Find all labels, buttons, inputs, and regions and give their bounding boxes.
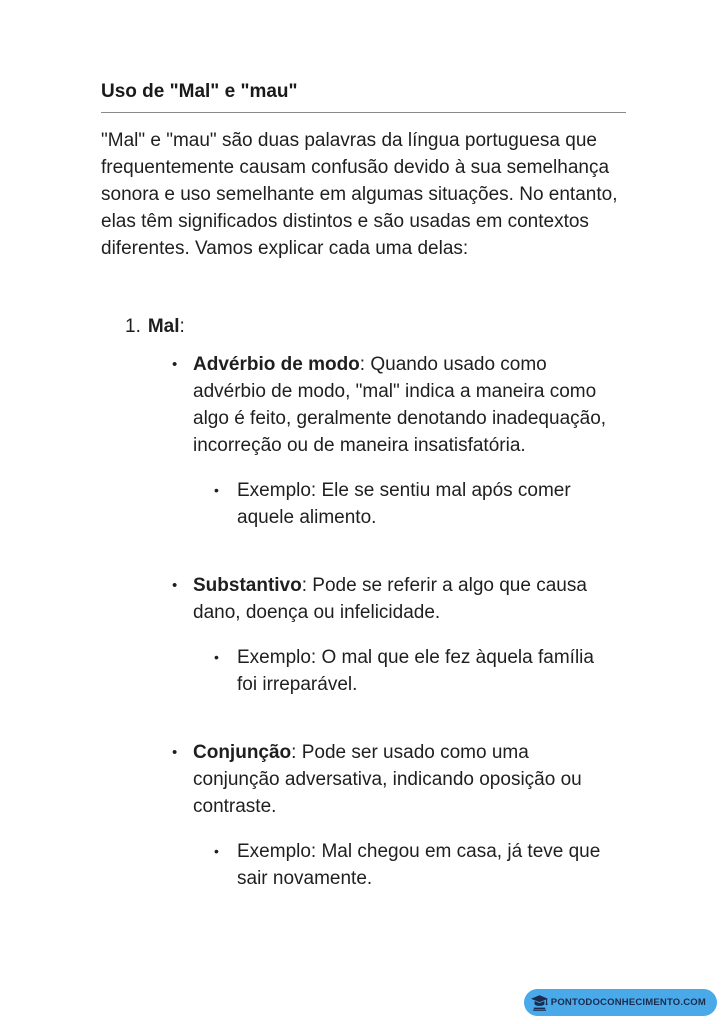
document-content: [101, 80, 626, 933]
numbered-list-item-mal: [101, 313, 626, 340]
definition-term: Substantivo: [193, 575, 302, 596]
example-list: [214, 838, 608, 892]
definition-text: : Quando usado como advérbio de modo, "mal" indica a maneira como algo é feito, geralmente denotando inadequação, incorreção ou de maneira insatisfatória.: [193, 354, 607, 456]
example-item: • Exemplo: Ele se sentiu mal após comer aquele alimento.: [214, 477, 612, 531]
site-brand-badge[interactable]: [524, 989, 717, 1016]
intro-paragraph: "Mal" e "mau" são duas palavras da língua portuguesa que frequentemente causam confusão devido à sua semelhança sonora e uso semelhante em algumas situações. No entanto, elas têm significados distintos e são usadas em contextos diferentes. Vamos explicar cada uma delas:: [101, 130, 618, 259]
example-item: • Exemplo: Mal chegou em casa, já teve que sair novamente.: [214, 838, 612, 892]
badge-label: PONTODOCONHECIMENTO.COM: [550, 997, 706, 1008]
list-item-substantivo: [172, 572, 608, 698]
definition-list: [172, 351, 626, 892]
definition-term: Advérbio de modo: [193, 354, 360, 375]
graduate-icon: [531, 995, 548, 1011]
example-item: • Exemplo: O mal que ele fez àquela família foi irreparável.: [214, 644, 612, 698]
definition-term: Conjunção: [193, 742, 292, 763]
page-title: Uso de "Mal" e "mau": [101, 81, 298, 102]
example-list: [214, 644, 608, 698]
example-list: [214, 477, 608, 531]
list-item-conjuncao: [172, 739, 608, 892]
list-term-suffix: :: [179, 316, 185, 337]
list-number: 1.: [125, 316, 141, 337]
title-divider: [101, 112, 626, 113]
definition-text: : Pode ser usado como uma conjunção adversativa, indicando oposição ou contraste.: [193, 742, 582, 817]
definition-text: : Pode se referir a algo que causa dano, doença ou infelicidade.: [193, 575, 587, 623]
list-item-adverbio: [172, 351, 608, 531]
list-term: Mal: [147, 316, 180, 337]
